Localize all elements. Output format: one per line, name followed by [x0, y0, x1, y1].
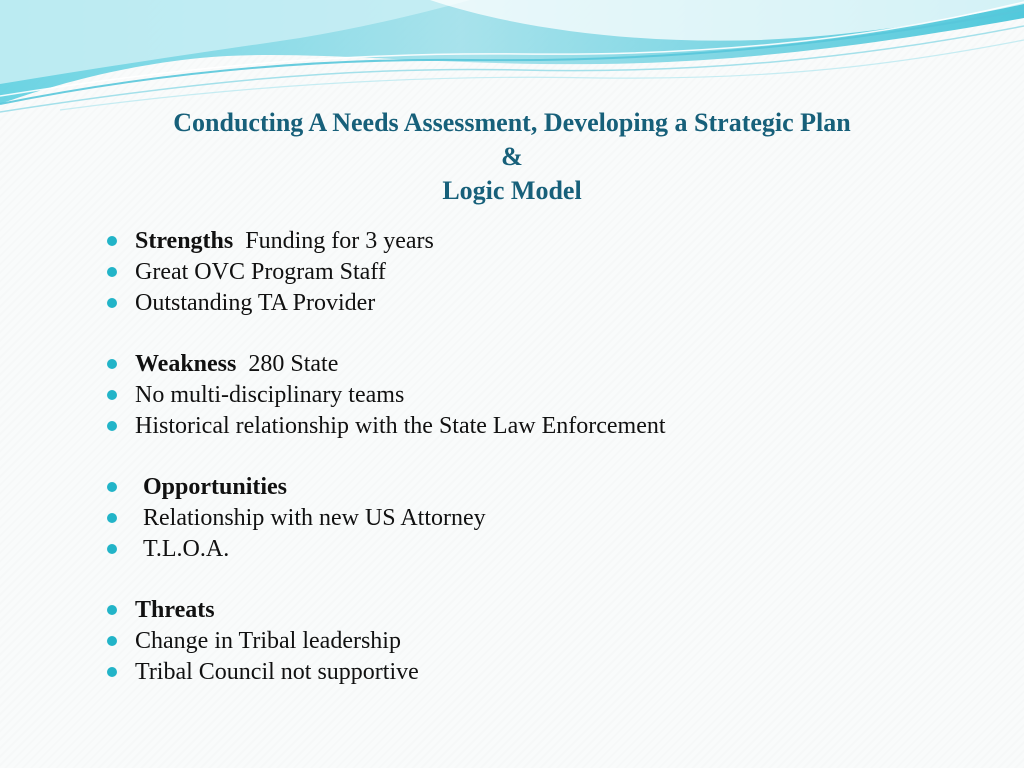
list-item — [104, 503, 964, 534]
bullet-dot-icon — [107, 482, 117, 492]
opportunities-heading-item — [104, 472, 964, 503]
weakness-item: No multi-disciplinary teams — [135, 382, 405, 408]
section-spacer — [104, 319, 964, 349]
list-item — [104, 534, 964, 565]
bullet-dot-icon — [107, 298, 117, 308]
section-spacer — [104, 442, 964, 472]
slide-title — [0, 106, 1024, 208]
bullet-dot-icon — [107, 605, 117, 615]
swot-content — [104, 226, 964, 688]
strengths-heading: Strengths — [135, 228, 234, 254]
opportunities-item: T.L.O.A. — [143, 536, 230, 562]
list-item — [104, 626, 964, 657]
weakness-item: Historical relationship with the State Law Enforcement — [135, 413, 666, 439]
strengths-heading-detail: Funding for 3 years — [245, 228, 434, 254]
threats-item: Change in Tribal leadership — [135, 628, 401, 654]
bullet-dot-icon — [107, 359, 117, 369]
list-item — [104, 288, 964, 319]
threats-heading-item — [104, 595, 964, 626]
opportunities-item: Relationship with new US Attorney — [143, 505, 486, 531]
strengths-item: Great OVC Program Staff — [135, 259, 386, 285]
threats-item: Tribal Council not supportive — [135, 659, 419, 685]
bullet-dot-icon — [107, 421, 117, 431]
bullet-dot-icon — [107, 667, 117, 677]
bullet-dot-icon — [107, 636, 117, 646]
bullet-list — [104, 226, 964, 688]
list-item — [104, 257, 964, 288]
title-line-3: Logic Model — [442, 176, 582, 205]
strengths-item: Outstanding TA Provider — [135, 290, 376, 316]
weakness-heading-item — [104, 349, 964, 380]
list-item — [104, 411, 964, 442]
strengths-heading-item — [104, 226, 964, 257]
opportunities-heading: Opportunities — [143, 474, 288, 500]
title-line-2: & — [501, 142, 523, 171]
list-item — [104, 657, 964, 688]
section-spacer — [104, 565, 964, 595]
title-line-1: Conducting A Needs Assessment, Developing a Strategic Plan — [173, 108, 851, 137]
bullet-dot-icon — [107, 544, 117, 554]
bullet-dot-icon — [107, 236, 117, 246]
weakness-heading: Weakness — [135, 351, 237, 377]
bullet-dot-icon — [107, 390, 117, 400]
bullet-dot-icon — [107, 267, 117, 277]
weakness-heading-detail: 280 State — [248, 351, 339, 377]
threats-heading: Threats — [135, 597, 215, 623]
list-item — [104, 380, 964, 411]
bullet-dot-icon — [107, 513, 117, 523]
